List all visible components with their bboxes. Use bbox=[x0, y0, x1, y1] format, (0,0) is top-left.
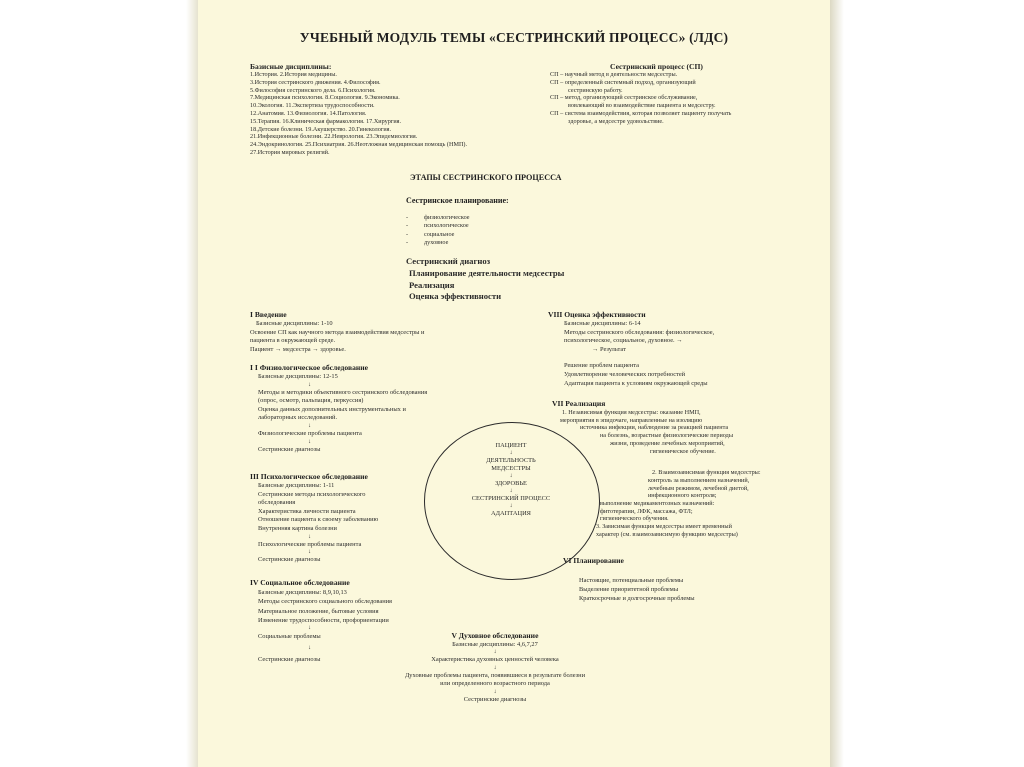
arrow-down-icon: ↓ bbox=[308, 422, 311, 429]
sp-definition-block bbox=[550, 62, 731, 126]
stages-steps bbox=[406, 256, 564, 303]
section-line: Базисные дисциплины: 6-14 bbox=[564, 320, 641, 327]
section-planning bbox=[563, 556, 695, 603]
section-line: Базисные дисциплины: 8,9,10,13 bbox=[258, 589, 347, 596]
stages-heading: ЭТАПЫ СЕСТРИНСКОГО ПРОЦЕССА bbox=[410, 173, 562, 182]
arrow-down-icon: ↓ bbox=[509, 473, 513, 479]
section-physiological bbox=[250, 363, 427, 454]
section-line: 2. Взаимозависимая функция медсестры: bbox=[652, 469, 761, 477]
arrow-down-icon: ↓ bbox=[509, 488, 513, 494]
section-line: Методы сестринского социального обследования bbox=[258, 598, 392, 606]
section-line: лабораторных исследований. bbox=[258, 414, 338, 422]
section-line: характер (см. взаимозависимую функцию медсестры) bbox=[596, 530, 738, 538]
arrow-down-icon: ↓ bbox=[509, 450, 513, 456]
document-title: УЧЕБНЫЙ МОДУЛЬ ТЕМЫ «СЕСТРИНСКИЙ ПРОЦЕСС» (ЛДС) bbox=[299, 30, 729, 45]
section-line: гигиенического обучения. bbox=[600, 515, 669, 523]
basic-line: 21.Инфекционные болезни. 22.Неврология. 23.Эпидемиология. bbox=[250, 133, 418, 141]
arrow-down-icon: ↓ bbox=[493, 664, 497, 671]
section-line: контроль за выполнением назначений, bbox=[648, 476, 750, 484]
section-line: Духовные проблемы пациента, появившиеся в результате болезни bbox=[404, 671, 586, 679]
section-heading: VIII Оценка эффективности bbox=[548, 310, 646, 319]
section-line: Сестринские методы психологического bbox=[258, 490, 366, 498]
section-line: Решение проблем пациента bbox=[564, 362, 639, 370]
sp-line: СП – определенный системный подход, организующий bbox=[550, 78, 696, 86]
basic-line: 18.Детские болезни. 19.Акушерство. 20.Гинекология. bbox=[250, 125, 392, 133]
sp-line: здоровье, а медсестре удовольствие. bbox=[568, 117, 664, 125]
section-line: Сестринские диагнозы bbox=[463, 695, 527, 703]
arrow-down-icon: ↓ bbox=[308, 549, 311, 556]
circle-text bbox=[424, 442, 598, 518]
section-line: Сестринские диагнозы bbox=[258, 656, 321, 664]
basic-line: 15.Терапия. 16.Клиническая фармакология. 17.Хирургия. bbox=[250, 117, 402, 125]
circle-line: ЗДОРОВЬЕ bbox=[495, 480, 527, 487]
arrow-down-icon: ↓ bbox=[308, 625, 311, 632]
stage-step: Планирование деятельности медсестры bbox=[409, 267, 565, 278]
basic-line: 12.Анатомия. 13.Физиология. 14.Патология. bbox=[250, 109, 367, 117]
planning-item: - физиологическое bbox=[406, 214, 470, 221]
section-line: фитотерапии, ЛФК, массажа, ФТЛ; bbox=[600, 507, 693, 515]
arrow-down-icon: ↓ bbox=[509, 503, 513, 509]
section-line: обследования bbox=[258, 499, 296, 507]
sp-line: СП – система взаимодействия, которая позволяет пациенту получать bbox=[550, 109, 732, 117]
arrow-down-icon: ↓ bbox=[308, 645, 311, 652]
section-line: пациента в окружающей среде. bbox=[250, 337, 336, 345]
section-line: Удовлетворение человеческих потребностей bbox=[564, 370, 686, 378]
section-line: Оценка данных дополнительных инструментальных и bbox=[258, 405, 406, 413]
planning-item: - социальное bbox=[406, 230, 455, 238]
section-heading: VI Планирование bbox=[563, 556, 624, 565]
section-line: психологическое, социальное, духовное. → bbox=[564, 337, 683, 345]
arrow-down-icon: ↓ bbox=[308, 438, 311, 445]
basic-line: 10.Экология. 11.Экспертиза трудоспособности. bbox=[250, 102, 375, 110]
circle-line: МЕДСЕСТРЫ bbox=[491, 465, 531, 472]
basic-line: 3.История сестринского движения. 4.Философия. bbox=[250, 78, 381, 86]
section-line: Психологические проблемы пациента bbox=[258, 540, 362, 548]
stage-step: Сестринский диагноз bbox=[406, 256, 491, 266]
section-line: Выделение приоритетной проблемы bbox=[579, 586, 679, 593]
section-line: Адаптация пациента к условиям окружающей среды bbox=[564, 379, 708, 387]
circle-line: ПАЦИЕНТ bbox=[495, 442, 527, 449]
section-line: (опрос, осмотр, пальпация, перкуссия) bbox=[258, 397, 364, 405]
section-line: Отношение пациента к своему заболеванию bbox=[258, 516, 379, 524]
section-heading: VII Реализация bbox=[552, 399, 606, 408]
section-line: источника инфекции, наблюдение за реакцией пациента bbox=[580, 424, 729, 432]
section-line: Сестринские диагнозы bbox=[258, 445, 321, 453]
arrow-down-icon: ↓ bbox=[493, 649, 497, 656]
section-spiritual bbox=[380, 630, 610, 704]
section-heading: I Введение bbox=[250, 310, 287, 319]
section-line: Изменение трудоспособности, профориентации bbox=[258, 616, 389, 624]
section-line: мероприятия в эпидочаге, направленные на изоляцию bbox=[560, 416, 703, 424]
page-shadow-right bbox=[830, 0, 844, 767]
section-social bbox=[250, 578, 392, 665]
section-line: Сестринские диагнозы bbox=[258, 556, 321, 564]
sp-line: вовлекающий во взаимодействие пациента и медсестру. bbox=[568, 102, 716, 110]
circle-line: АДАПТАЦИЯ bbox=[491, 510, 531, 517]
section-line: → Результат bbox=[592, 345, 626, 353]
section-line: Внутренняя картина болезни bbox=[258, 524, 337, 532]
stage-step: Реализация bbox=[409, 279, 455, 290]
section-line: 1. Независимая функция медсестры: оказание НМП, bbox=[562, 409, 701, 416]
section-line: Пациент → медсестра → здоровье. bbox=[250, 345, 346, 353]
section-line: Освоение СП как научного метода взаимодействия медсестры и bbox=[250, 328, 425, 336]
section-line: Настоящие, потенциальные проблемы bbox=[579, 577, 684, 584]
circle-line: ДЕЯТЕЛЬНОСТЬ bbox=[486, 457, 536, 464]
circle-line: СЕСТРИНСКИЙ ПРОЦЕСС bbox=[471, 495, 551, 502]
basic-line: 5.Философия сестринского дела. 6.Психология. bbox=[250, 86, 376, 94]
section-line: на болезнь, возрастные физиологические периоды bbox=[600, 432, 733, 440]
arrow-down-icon: ↓ bbox=[308, 533, 311, 540]
section-line: Социальные проблемы bbox=[258, 633, 321, 641]
basic-line: 1.История. 2.История медицины. bbox=[250, 71, 337, 78]
sp-heading: Сестринский процесс (СП) bbox=[610, 62, 703, 71]
basic-disciplines-heading: Базисные дисциплины: bbox=[250, 62, 332, 71]
section-heading: I I Физиологическое обследование bbox=[250, 363, 369, 372]
section-introduction bbox=[250, 310, 424, 354]
sp-line: сестринскую работу. bbox=[568, 86, 623, 94]
section-heading: IV Социальное обследование bbox=[250, 578, 350, 587]
section-line: Методы сестринского обследования: физиологическое, bbox=[564, 328, 715, 336]
arrow-down-icon: ↓ bbox=[308, 381, 311, 388]
section-line: Физиологические проблемы пациента bbox=[258, 429, 362, 437]
section-evaluation bbox=[548, 310, 714, 388]
stage-step: Оценка эффективности bbox=[409, 291, 502, 302]
basic-line: 7.Медицинская психология. 8.Социология. 9.Экономика. bbox=[250, 94, 400, 102]
basic-line: 24.Эндокринология. 25.Психиатрия. 26.Неотложная медицинская помощь (НМП). bbox=[250, 141, 468, 149]
sp-line: СП – научный метод в деятельности медсестры. bbox=[550, 71, 678, 78]
section-line: Методы и методики объективного сестринского обследования bbox=[258, 388, 428, 396]
section-line: Базисные дисциплины: 1-10 bbox=[256, 320, 333, 327]
section-line: Характеристика личности пациента bbox=[258, 507, 356, 515]
section-line: Краткосрочные и долгосрочные проблемы bbox=[579, 595, 695, 602]
section-line: инфекционного контроля; bbox=[648, 492, 717, 500]
planning-heading: Сестринское планирование: bbox=[406, 196, 509, 205]
section-heading: V Духовное обследование bbox=[451, 631, 539, 640]
section-line: Базисные дисциплины: 12-15 bbox=[258, 373, 338, 380]
section-psychological bbox=[250, 472, 378, 565]
section-line: Базисные дисциплины: 4,6,7,27 bbox=[452, 641, 538, 648]
section-line: жизни, проведение лечебных мероприятий, bbox=[610, 439, 725, 447]
planning-list bbox=[406, 214, 470, 248]
planning-item: - духовное bbox=[406, 239, 449, 247]
section-heading: III Психологическое обследование bbox=[250, 472, 368, 481]
section-line: лечебным режимом, лечебной диетой, bbox=[648, 484, 749, 492]
section-line: 3. Зависимая функция медсестры имеет временный bbox=[596, 523, 732, 531]
section-line: гигиеническое обучение. bbox=[650, 447, 716, 455]
arrow-down-icon: ↓ bbox=[493, 688, 497, 695]
page-shadow-left bbox=[186, 0, 198, 767]
planning-item: - психологическое bbox=[406, 222, 469, 230]
section-line: или определенного возрастного периода bbox=[440, 680, 550, 688]
basic-disciplines-block bbox=[250, 62, 467, 157]
section-line: выполнение медикаментозных назначений: bbox=[600, 500, 715, 508]
section-line: Материальное положение, бытовые условия bbox=[258, 607, 379, 615]
basic-line: 27.История мировых религий. bbox=[250, 148, 330, 156]
sp-line: СП – метод, организующий сестринское обслуживание, bbox=[550, 94, 698, 102]
section-line: Характеристика духовных ценностей человека bbox=[431, 656, 559, 664]
section-line: Базисные дисциплины: 1-11 bbox=[258, 482, 335, 489]
